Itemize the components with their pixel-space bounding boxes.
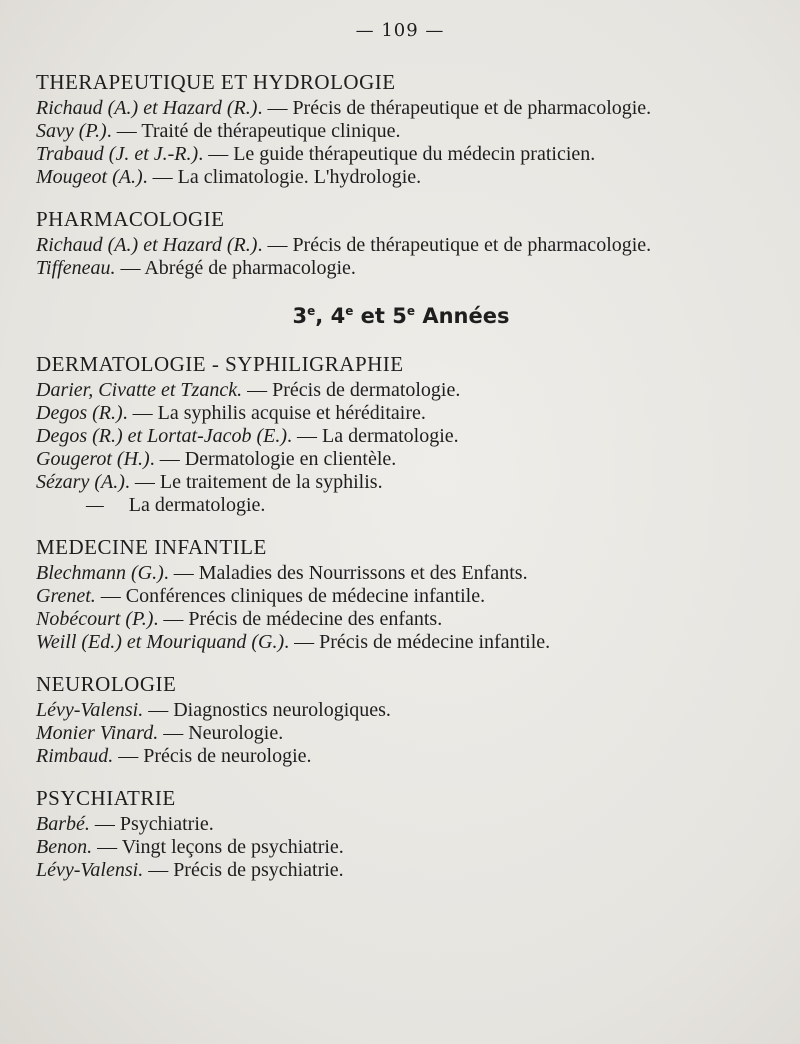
entry-title: — Conférences cliniques de médecine infantile. xyxy=(100,585,486,607)
entry-title: — La climatologie. L'hydrologie. xyxy=(152,166,422,188)
page-number: — 109 — xyxy=(355,20,445,41)
entry-author: Benon. xyxy=(36,836,93,858)
year-5: 5 xyxy=(392,304,407,328)
entry-author: Monier Vinard. xyxy=(36,722,159,744)
page-content xyxy=(36,70,766,900)
entry-author: Gougerot (H.) xyxy=(36,448,150,470)
entry-author: Weill (Ed.) et Mouriquand (G.) xyxy=(36,631,285,653)
year-3: 3 xyxy=(292,304,308,328)
entry-author: Lévy-Valensi. xyxy=(36,859,144,881)
bibliography-entry: Degos (R.). — La syphilis acquise et héréditaire. xyxy=(36,402,426,424)
entry-title: — Traité de thérapeutique clinique. xyxy=(116,120,401,142)
entry-author: Darier, Civatte et Tzanck. xyxy=(36,379,243,401)
bibliography-entry: Weill (Ed.) et Mouriquand (G.). — Précis de médecine infantile. xyxy=(36,631,551,653)
bibliography-entry xyxy=(36,257,766,280)
bibliography-entry xyxy=(36,859,766,882)
ordinal-suffix: e xyxy=(345,304,354,318)
entry-title: — Maladies des Nourrissons et des Enfants. xyxy=(173,562,528,584)
entry-title: — La dermatologie. xyxy=(297,425,459,447)
entry-author: Barbé. xyxy=(36,813,90,835)
bibliography-entry: Degos (R.) et Lortat-Jacob (E.). — La dermatologie. xyxy=(36,425,459,447)
entry-author: Grenet. xyxy=(36,585,96,607)
entry-title: La dermatologie. xyxy=(128,494,266,516)
section-title: PHARMACOLOGIE xyxy=(36,207,225,231)
entry-author: Sézary (A.) xyxy=(36,471,125,493)
bibliography-entry: Richaud (A.) et Hazard (R.). — Précis de thérapeutique et de pharmacologie. xyxy=(36,234,652,256)
entry-title: — Précis de thérapeutique et de pharmacologie. xyxy=(267,97,652,119)
bibliography-entry: Blechmann (G.). — Maladies des Nourrissons et des Enfants. xyxy=(36,562,528,584)
top-sections xyxy=(36,70,766,280)
bibliography-entry xyxy=(36,722,766,745)
section xyxy=(36,535,766,654)
entry-author: Nobécourt (P.) xyxy=(36,608,154,630)
entry-title: — Le guide thérapeutique du médecin praticien. xyxy=(208,143,596,165)
entry-author: — xyxy=(86,494,104,516)
bibliography-entry xyxy=(36,745,766,768)
bibliography-entry: Trabaud (J. et J.-R.). — Le guide thérapeutique du médecin praticien. xyxy=(36,143,596,165)
entry-author: Trabaud (J. et J.-R.) xyxy=(36,143,199,165)
entry-author: Lévy-Valensi. xyxy=(36,699,144,721)
entry-title: — Précis de dermatologie. xyxy=(247,379,461,401)
section xyxy=(36,207,766,280)
section-title: DERMATOLOGIE - SYPHILIGRAPHIE xyxy=(36,352,404,376)
entry-author: Blechmann (G.) xyxy=(36,562,164,584)
bottom-sections xyxy=(36,352,766,882)
entry-author: Degos (R.) et Lortat-Jacob (E.) xyxy=(36,425,288,447)
years-word: Années xyxy=(422,304,510,328)
bibliography-entry: Sézary (A.). — Le traitement de la syphilis. xyxy=(36,471,383,493)
entry-author: Degos (R.) xyxy=(36,402,123,424)
year-4: 4 xyxy=(330,304,346,328)
section-title: MEDECINE INFANTILE xyxy=(36,535,267,559)
bibliography-entry xyxy=(36,494,766,517)
entry-title: — Le traitement de la syphilis. xyxy=(134,471,383,493)
ordinal-suffix: e xyxy=(307,304,316,318)
bibliography-entry: Mougeot (A.). — La climatologie. L'hydrologie. xyxy=(36,166,422,188)
entry-title: — Précis de psychiatrie. xyxy=(148,859,344,881)
entry-title: — Psychiatrie. xyxy=(94,813,214,835)
entry-title: — Vingt leçons de psychiatrie. xyxy=(97,836,344,858)
entry-title: — Précis de médecine infantile. xyxy=(294,631,551,653)
bibliography-entry xyxy=(36,813,766,836)
bibliography-entry: Savy (P.). — Traité de thérapeutique clinique. xyxy=(36,120,401,142)
entry-title: — Précis de médecine des enfants. xyxy=(163,608,443,630)
entry-title: — La syphilis acquise et héréditaire. xyxy=(132,402,426,424)
entry-author: Savy (P.) xyxy=(36,120,107,142)
bibliography-entry: Richaud (A.) et Hazard (R.). — Précis de thérapeutique et de pharmacologie. xyxy=(36,97,652,119)
entry-author: Mougeot (A.) xyxy=(36,166,143,188)
entry-title: — Diagnostics neurologiques. xyxy=(148,699,391,721)
entry-title: — Précis de neurologie. xyxy=(118,745,312,767)
entry-title: — Abrégé de pharmacologie. xyxy=(120,257,356,279)
section-title: PSYCHIATRIE xyxy=(36,786,176,810)
conjunction: et xyxy=(360,304,385,328)
bibliography-entry xyxy=(36,699,766,722)
section-title: THERAPEUTIQUE ET HYDROLOGIE xyxy=(36,70,396,94)
entry-author: Richaud (A.) et Hazard (R.) xyxy=(36,97,258,119)
bibliography-entry: Gougerot (H.). — Dermatologie en clientèle. xyxy=(36,448,397,470)
entry-title: — Neurologie. xyxy=(163,722,284,744)
ordinal-suffix: e xyxy=(406,304,416,318)
entry-title: — Précis de thérapeutique et de pharmacologie. xyxy=(267,234,652,256)
section-title: NEUROLOGIE xyxy=(36,672,177,696)
entry-title: — Dermatologie en clientèle. xyxy=(159,448,397,470)
entry-author: Richaud (A.) et Hazard (R.) xyxy=(36,234,258,256)
section xyxy=(36,672,766,768)
bibliography-entry xyxy=(36,379,766,402)
section xyxy=(36,786,766,882)
entry-author: Rimbaud. xyxy=(36,745,114,767)
section xyxy=(36,70,766,189)
years-heading: 3e, 4e et 5e Années xyxy=(292,304,510,328)
bibliography-entry: Nobécourt (P.). — Précis de médecine des enfants. xyxy=(36,608,443,630)
bibliography-entry xyxy=(36,585,766,608)
section xyxy=(36,352,766,517)
entry-author: Tiffeneau. xyxy=(36,257,116,279)
bibliography-entry xyxy=(36,836,766,859)
